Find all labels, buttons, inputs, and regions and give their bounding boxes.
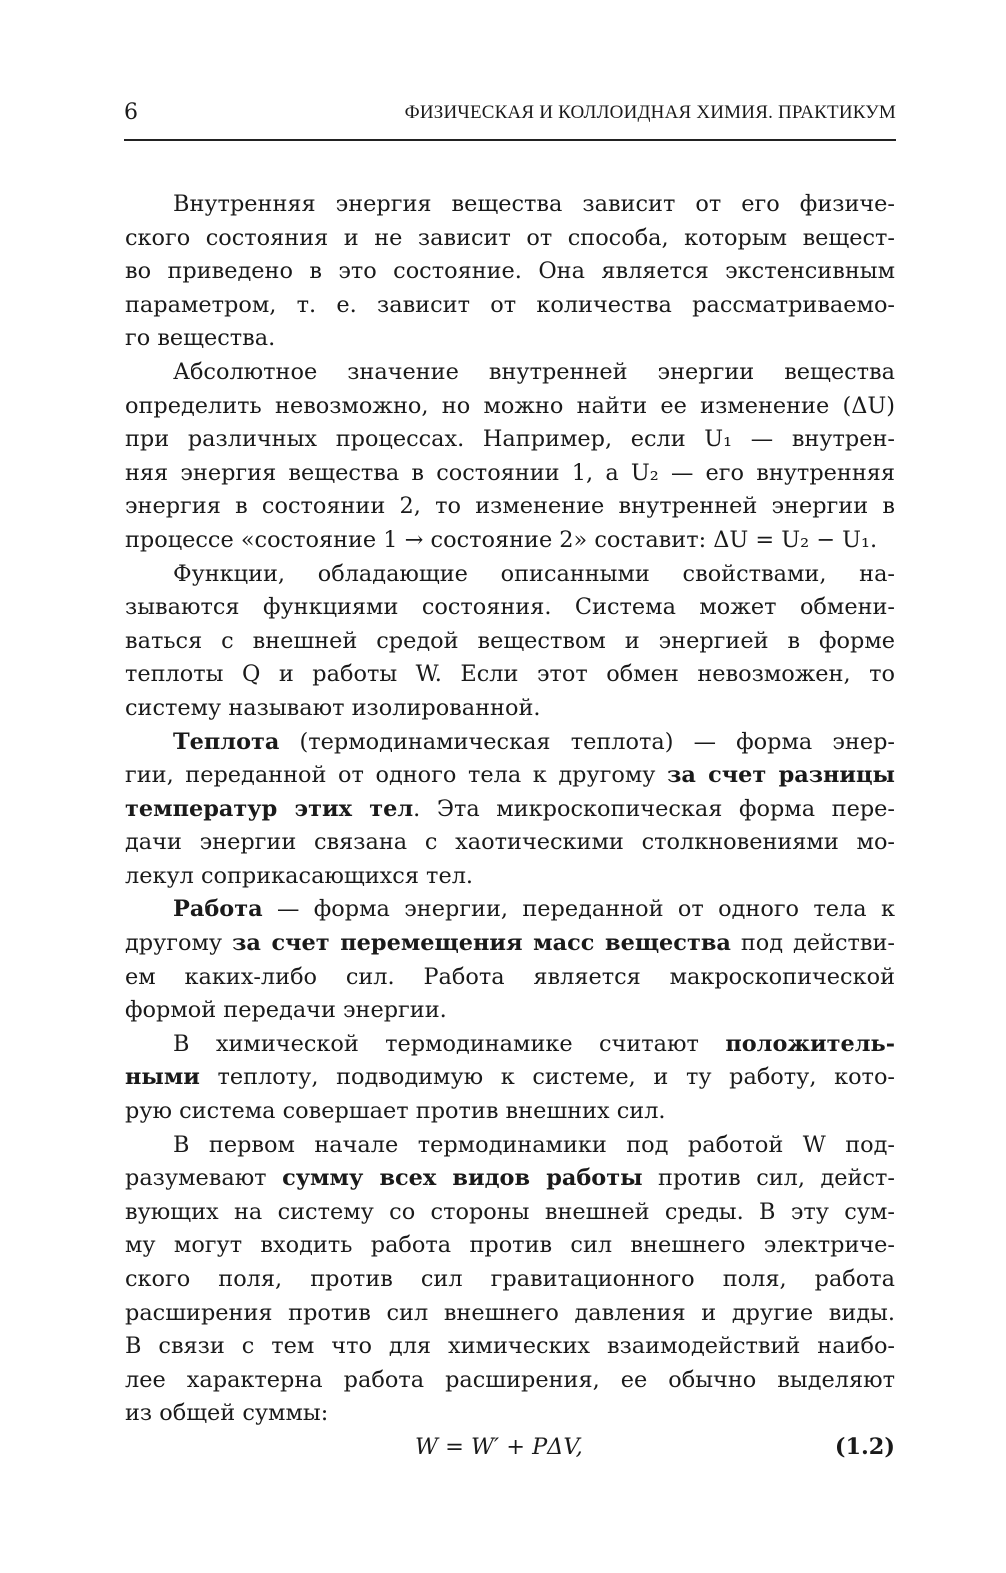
text-line: энергия в состоянии 2, то изменение внутренней энергии в — [125, 493, 895, 520]
bold-phrase: за счет перемещения масс вещества — [232, 930, 731, 957]
text-line — [125, 726, 895, 760]
text-line: вующих на систему со стороны внешней среды. В эту сум- — [125, 1198, 895, 1225]
paragraph — [125, 356, 895, 558]
text-run: другому — [125, 930, 233, 957]
text-line: зываются функциями состояния. Система может обмени- — [125, 594, 895, 621]
text-run: под действи- — [730, 930, 895, 957]
text-run: гии, переданной от одного тела к другому — [125, 762, 668, 789]
text-line: формой передачи энергии. — [125, 997, 447, 1024]
text-line: Абсолютное значение внутренней энергии вещества — [173, 358, 895, 385]
text-line — [125, 927, 895, 961]
text-run: против сил, дейст- — [642, 1165, 895, 1192]
text-line: рую система совершает против внешних сил. — [125, 1098, 666, 1125]
text-line: определить невозможно, но можно найти ее изменение (ΔU) — [125, 392, 895, 419]
bold-phrase: за счет разницы — [667, 762, 896, 789]
text-line — [125, 759, 895, 793]
text-line: параметром, т. е. зависит от количества рассматриваемо- — [125, 291, 895, 318]
text-line — [125, 893, 895, 927]
paragraph — [125, 1028, 895, 1129]
text-line: няя энергия вещества в состоянии 1, а U₂ — его внутренняя — [125, 459, 895, 486]
text-line: Функции, обладающие описанными свойствами, на- — [173, 560, 895, 587]
header-rule — [124, 139, 896, 141]
equation-expression: W = W′ + PΔV, — [415, 1433, 583, 1460]
text-line: му могут входить работа против сил внешнего электриче- — [125, 1232, 895, 1259]
bold-phrase: положитель- — [725, 1030, 895, 1057]
equation — [125, 1431, 895, 1465]
text-line: расширения против сил внешнего давления и другие виды. — [125, 1299, 895, 1326]
page-header — [124, 100, 896, 136]
text-line: лекул соприкасающихся тел. — [125, 862, 474, 889]
text-line: систему называют изолированной. — [125, 694, 541, 721]
bold-phrase: ными — [125, 1064, 200, 1091]
paragraph — [125, 558, 895, 726]
text-line: из общей суммы: — [125, 1400, 329, 1427]
text-run: (термодинамическая теплота) — форма энер- — [279, 728, 895, 755]
text-line: лее характерна работа расширения, ее обычно выделяют — [125, 1366, 895, 1393]
bold-phrase: температур этих тел — [125, 795, 414, 822]
text-line: Внутренняя энергия вещества зависит от его физиче- — [173, 191, 895, 217]
text-line — [125, 1028, 895, 1062]
running-title: ФИЗИЧЕСКАЯ И КОЛЛОИДНАЯ ХИМИЯ. ПРАКТИКУМ — [404, 102, 896, 123]
bold-term: Работа — [173, 896, 263, 923]
text-line — [125, 793, 895, 827]
text-line: при различных процессах. Например, если U₁ — внутрен- — [125, 426, 895, 453]
bold-phrase: сумму всех видов работы — [282, 1165, 643, 1192]
text-line — [125, 1061, 895, 1095]
text-line: дачи энергии связана с хаотическими столкновениями мо- — [125, 829, 895, 856]
text-line: ского состояния и не зависит от способа, которым вещест- — [125, 224, 895, 251]
paragraph — [125, 726, 895, 894]
text-line: ем каких-либо сил. Работа является макроскопической — [125, 963, 895, 990]
text-line: ского поля, против сил гравитационного поля, работа — [125, 1266, 895, 1292]
text-line: ваться с внешней средой веществом и энергией в форме — [125, 627, 895, 654]
text-line: го вещества. — [125, 325, 276, 352]
paragraph — [125, 188, 895, 356]
text-run: В химической термодинамике считают — [173, 1030, 726, 1057]
text-run: . Эта микроскопическая форма пере- — [413, 795, 895, 822]
text-line: процессе «состояние 1 → состояние 2» составит: ΔU = U₂ − U₁. — [125, 526, 878, 553]
paragraph — [125, 1129, 895, 1431]
text-line: В связи с тем что для химических взаимодействий наибо- — [125, 1333, 895, 1360]
text-line — [125, 1162, 895, 1196]
text-line: теплоты Q и работы W. Если этот обмен невозможен, то — [125, 661, 895, 688]
text-run: теплоту, подводимую к системе, и ту работу, кото- — [199, 1064, 895, 1091]
paragraph — [125, 893, 895, 1027]
text-line: В первом начале термодинамики под работой W под- — [173, 1131, 895, 1158]
bold-term: Теплота — [173, 728, 280, 755]
text-line: во приведено в это состояние. Она является экстенсивным — [125, 258, 895, 285]
page-number: 6 — [124, 100, 138, 125]
text-run: разумевают — [125, 1165, 283, 1192]
equation-number: (1.2) — [834, 1433, 895, 1460]
text-run: — форма энергии, переданной от одного тела к — [262, 896, 895, 923]
page-body — [125, 188, 895, 1465]
